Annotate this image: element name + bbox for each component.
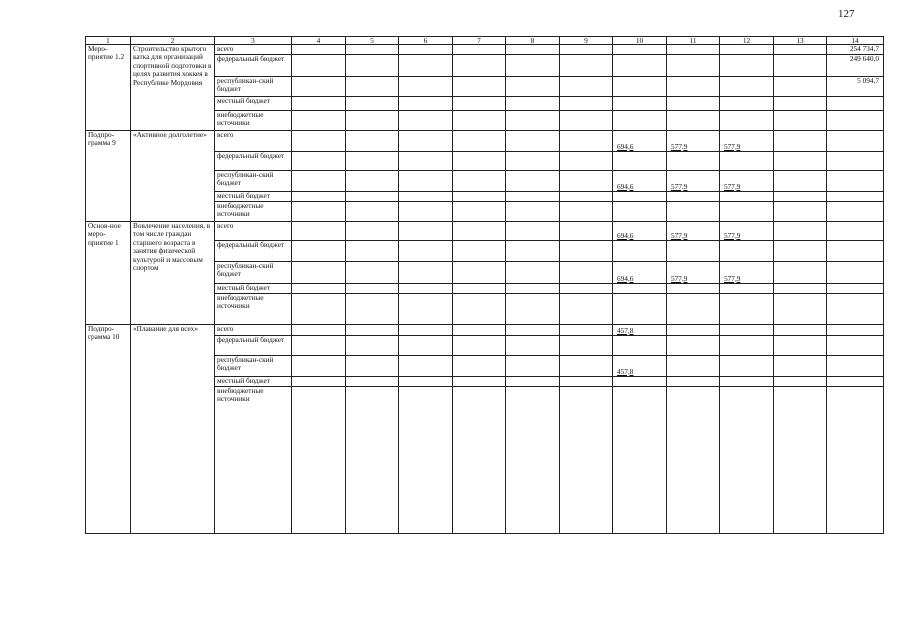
value-cell-col13 [774, 377, 827, 387]
value-cell-col6 [399, 152, 453, 171]
value-cell-col7 [453, 55, 506, 77]
value-cell-col12 [720, 294, 774, 325]
value-cell-col4 [292, 111, 346, 131]
header-cell: 14 [827, 37, 884, 45]
value-cell-col10 [613, 55, 667, 77]
value-cell-col9 [560, 192, 613, 202]
value-cell-col10: 694,6 [613, 262, 667, 284]
value-cell-col14 [827, 171, 884, 192]
value-cell-col9 [560, 336, 613, 356]
header-cell: 9 [560, 37, 613, 45]
value-cell-col13 [774, 55, 827, 77]
value-cell-col14: 5 094,7 [827, 77, 884, 97]
value-cell-col9 [560, 55, 613, 77]
value-cell-col11 [667, 294, 720, 325]
value-cell-col8 [506, 336, 560, 356]
value-cell-col4 [292, 377, 346, 387]
value-cell-col10 [613, 202, 667, 222]
value-cell-col14 [827, 192, 884, 202]
value-cell-col5 [346, 192, 399, 202]
value-cell-col12 [720, 192, 774, 202]
value-cell-col11 [667, 336, 720, 356]
funding-source: всего [215, 45, 292, 55]
value-cell-col5 [346, 111, 399, 131]
value-cell-col10 [613, 377, 667, 387]
value-cell-col10 [613, 387, 667, 534]
value-cell-col12 [720, 77, 774, 97]
value-cell-col13 [774, 336, 827, 356]
value-cell-col4 [292, 77, 346, 97]
value-cell-col12 [720, 377, 774, 387]
value-cell-col5 [346, 325, 399, 336]
funding-source: внебюджетные источники [215, 387, 292, 534]
table-row [86, 131, 884, 152]
header-cell: 6 [399, 37, 453, 45]
value-cell-col7 [453, 262, 506, 284]
value-cell-col4 [292, 325, 346, 336]
value-cell-col10: 457,8 [613, 356, 667, 377]
value-cell-col8 [506, 111, 560, 131]
value-cell-col10: 694,6 [613, 222, 667, 241]
value-cell-col10: 694,6 [613, 171, 667, 192]
value-cell-col9 [560, 294, 613, 325]
value-cell-col7 [453, 131, 506, 152]
value-cell-col6 [399, 284, 453, 294]
value-cell-col11 [667, 356, 720, 377]
value-cell-col12: 577,9 [720, 131, 774, 152]
value-cell-col10 [613, 111, 667, 131]
value-cell-col14 [827, 284, 884, 294]
value-cell-col13 [774, 222, 827, 241]
value-cell-col12 [720, 97, 774, 111]
value-cell-col7 [453, 377, 506, 387]
value-cell-col5 [346, 294, 399, 325]
value-cell-col5 [346, 222, 399, 241]
value-cell-col13 [774, 387, 827, 534]
funding-source: республикан-ский бюджет [215, 171, 292, 192]
value-cell-col14 [827, 336, 884, 356]
value-cell-col13 [774, 152, 827, 171]
table-row [86, 45, 884, 55]
value-cell-col7 [453, 45, 506, 55]
value-cell-col6 [399, 131, 453, 152]
value-cell-col7 [453, 284, 506, 294]
header-cell: 2 [131, 37, 215, 45]
value-cell-col9 [560, 262, 613, 284]
page-number: 127 [838, 8, 855, 20]
value-cell-col8 [506, 387, 560, 534]
value-cell-col9 [560, 97, 613, 111]
value-cell-col12 [720, 325, 774, 336]
value-cell-col7 [453, 241, 506, 262]
value-cell-col4 [292, 131, 346, 152]
value-cell-col4 [292, 171, 346, 192]
value-cell-col6 [399, 222, 453, 241]
value-cell-col6 [399, 55, 453, 77]
value-cell-col5 [346, 387, 399, 534]
header-cell: 13 [774, 37, 827, 45]
value-cell-col14 [827, 202, 884, 222]
value-cell-col5 [346, 262, 399, 284]
funding-source: федеральный бюджет [215, 241, 292, 262]
value-cell-col14 [827, 356, 884, 377]
value-cell-col11: 577,9 [667, 131, 720, 152]
value-cell-col7 [453, 171, 506, 192]
value-cell-col6 [399, 377, 453, 387]
value-cell-col9 [560, 222, 613, 241]
value-cell-col6 [399, 192, 453, 202]
value-cell-col7 [453, 356, 506, 377]
value-cell-col12: 577,9 [720, 222, 774, 241]
value-cell-col5 [346, 45, 399, 55]
value-cell-col9 [560, 356, 613, 377]
value-cell-col6 [399, 77, 453, 97]
value-cell-col12 [720, 356, 774, 377]
header-row [86, 37, 884, 45]
value-cell-col11: 577,9 [667, 222, 720, 241]
value-cell-col6 [399, 325, 453, 336]
value-cell-col14 [827, 241, 884, 262]
value-cell-col7 [453, 294, 506, 325]
value-cell-col7 [453, 192, 506, 202]
value-cell-col10 [613, 77, 667, 97]
value-cell-col5 [346, 97, 399, 111]
value-cell-col11 [667, 284, 720, 294]
funding-source: внебюджетные источники [215, 111, 292, 131]
value-cell-col13 [774, 77, 827, 97]
value-cell-col10 [613, 192, 667, 202]
value-cell-col11 [667, 152, 720, 171]
value-cell-col10 [613, 241, 667, 262]
value-cell-col12 [720, 241, 774, 262]
value-cell-col14 [827, 325, 884, 336]
header-cell: 7 [453, 37, 506, 45]
budget-table [85, 36, 884, 534]
funding-source: внебюджетные источники [215, 202, 292, 222]
funding-source: федеральный бюджет [215, 336, 292, 356]
value-cell-col12 [720, 284, 774, 294]
value-cell-col4 [292, 336, 346, 356]
value-cell-col13 [774, 262, 827, 284]
value-cell-col9 [560, 45, 613, 55]
value-cell-col4 [292, 387, 346, 534]
value-cell-col4 [292, 222, 346, 241]
value-cell-col14 [827, 377, 884, 387]
value-cell-col11 [667, 97, 720, 111]
value-cell-col9 [560, 111, 613, 131]
value-cell-col8 [506, 97, 560, 111]
value-cell-col8 [506, 262, 560, 284]
item-id: Подпро-грамма 9 [86, 131, 131, 222]
header-cell: 8 [506, 37, 560, 45]
value-cell-col6 [399, 111, 453, 131]
funding-source: всего [215, 222, 292, 241]
value-cell-col9 [560, 284, 613, 294]
value-cell-col5 [346, 336, 399, 356]
value-cell-col9 [560, 152, 613, 171]
value-cell-col8 [506, 241, 560, 262]
value-cell-col7 [453, 111, 506, 131]
funding-source: республикан-ский бюджет [215, 262, 292, 284]
value-cell-col7 [453, 325, 506, 336]
value-cell-col7 [453, 202, 506, 222]
value-cell-col7 [453, 152, 506, 171]
value-cell-col11 [667, 387, 720, 534]
funding-source: республикан-ский бюджет [215, 77, 292, 97]
value-cell-col14 [827, 131, 884, 152]
item-name: Вовлечение населения, в том числе граждан старшего возраста в занятия физической культурой и массовым спортом [131, 222, 215, 325]
value-cell-col13 [774, 131, 827, 152]
value-cell-col7 [453, 222, 506, 241]
value-cell-col5 [346, 202, 399, 222]
value-cell-col9 [560, 241, 613, 262]
value-cell-col11 [667, 192, 720, 202]
value-cell-col6 [399, 202, 453, 222]
value-cell-col4 [292, 152, 346, 171]
value-cell-col12 [720, 45, 774, 55]
value-cell-col13 [774, 111, 827, 131]
value-cell-col8 [506, 192, 560, 202]
value-cell-col4 [292, 284, 346, 294]
value-cell-col13 [774, 241, 827, 262]
value-cell-col13 [774, 45, 827, 55]
funding-source: местный бюджет [215, 192, 292, 202]
value-cell-col14: 249 640,0 [827, 55, 884, 77]
value-cell-col12 [720, 202, 774, 222]
value-cell-col4 [292, 55, 346, 77]
item-id: Основ-ное меро-приятие 1 [86, 222, 131, 325]
value-cell-col9 [560, 77, 613, 97]
value-cell-col12 [720, 111, 774, 131]
value-cell-col12 [720, 387, 774, 534]
value-cell-col11 [667, 202, 720, 222]
funding-source: местный бюджет [215, 284, 292, 294]
value-cell-col6 [399, 356, 453, 377]
value-cell-col8 [506, 171, 560, 192]
value-cell-col6 [399, 45, 453, 55]
value-cell-col8 [506, 45, 560, 55]
value-cell-col13 [774, 192, 827, 202]
value-cell-col5 [346, 241, 399, 262]
value-cell-col5 [346, 377, 399, 387]
value-cell-col8 [506, 152, 560, 171]
value-cell-col8 [506, 222, 560, 241]
funding-source: всего [215, 325, 292, 336]
funding-source: местный бюджет [215, 97, 292, 111]
value-cell-col7 [453, 97, 506, 111]
value-cell-col6 [399, 294, 453, 325]
value-cell-col11 [667, 377, 720, 387]
funding-source: федеральный бюджет [215, 152, 292, 171]
value-cell-col9 [560, 131, 613, 152]
value-cell-col5 [346, 77, 399, 97]
value-cell-col4 [292, 294, 346, 325]
value-cell-col8 [506, 55, 560, 77]
value-cell-col7 [453, 336, 506, 356]
value-cell-col5 [346, 171, 399, 192]
value-cell-col11 [667, 111, 720, 131]
value-cell-col4 [292, 241, 346, 262]
value-cell-col4 [292, 202, 346, 222]
value-cell-col5 [346, 152, 399, 171]
value-cell-col14 [827, 262, 884, 284]
value-cell-col13 [774, 356, 827, 377]
funding-source: федеральный бюджет [215, 55, 292, 77]
value-cell-col14 [827, 222, 884, 241]
header-cell: 3 [215, 37, 292, 45]
value-cell-col13 [774, 171, 827, 192]
value-cell-col4 [292, 192, 346, 202]
value-cell-col8 [506, 325, 560, 336]
header-cell: 4 [292, 37, 346, 45]
value-cell-col9 [560, 387, 613, 534]
value-cell-col6 [399, 171, 453, 192]
value-cell-col11 [667, 77, 720, 97]
value-cell-col6 [399, 97, 453, 111]
value-cell-col4 [292, 97, 346, 111]
value-cell-col14 [827, 152, 884, 171]
value-cell-col11 [667, 45, 720, 55]
header-cell: 12 [720, 37, 774, 45]
value-cell-col6 [399, 262, 453, 284]
value-cell-col8 [506, 284, 560, 294]
value-cell-col5 [346, 55, 399, 77]
value-cell-col11: 577,9 [667, 262, 720, 284]
value-cell-col10 [613, 97, 667, 111]
value-cell-col6 [399, 241, 453, 262]
value-cell-col5 [346, 356, 399, 377]
value-cell-col14 [827, 97, 884, 111]
value-cell-col9 [560, 171, 613, 192]
value-cell-col14 [827, 387, 884, 534]
value-cell-col5 [346, 284, 399, 294]
value-cell-col12 [720, 55, 774, 77]
value-cell-col13 [774, 97, 827, 111]
item-name: Строительство крытого катка для организаций спортивной подготовки в целях развития хоккея в Республике Мордовия [131, 45, 215, 131]
item-name: «Активное долголетие» [131, 131, 215, 222]
funding-source: местный бюджет [215, 377, 292, 387]
value-cell-col10 [613, 294, 667, 325]
value-cell-col13 [774, 325, 827, 336]
value-cell-col6 [399, 387, 453, 534]
funding-source: внебюджетные источники [215, 294, 292, 325]
funding-source: республикан-ский бюджет [215, 356, 292, 377]
value-cell-col12 [720, 152, 774, 171]
value-cell-col11: 577,9 [667, 171, 720, 192]
item-name: «Плавание для всех» [131, 325, 215, 534]
value-cell-col8 [506, 377, 560, 387]
value-cell-col11 [667, 55, 720, 77]
header-cell: 10 [613, 37, 667, 45]
value-cell-col14 [827, 294, 884, 325]
value-cell-col9 [560, 202, 613, 222]
value-cell-col14: 254 734,7 [827, 45, 884, 55]
value-cell-col4 [292, 262, 346, 284]
value-cell-col8 [506, 356, 560, 377]
value-cell-col13 [774, 294, 827, 325]
value-cell-col10 [613, 152, 667, 171]
value-cell-col9 [560, 377, 613, 387]
value-cell-col10: 457,8 [613, 325, 667, 336]
value-cell-col12 [720, 336, 774, 356]
item-id: Меро-приятие 1.2 [86, 45, 131, 131]
value-cell-col7 [453, 77, 506, 97]
header-cell: 11 [667, 37, 720, 45]
table-row [86, 325, 884, 336]
value-cell-col13 [774, 284, 827, 294]
value-cell-col10: 694,6 [613, 131, 667, 152]
value-cell-col4 [292, 45, 346, 55]
value-cell-col10 [613, 336, 667, 356]
header-cell: 1 [86, 37, 131, 45]
item-id: Подпро-грамма 10 [86, 325, 131, 534]
value-cell-col10 [613, 284, 667, 294]
header-cell: 5 [346, 37, 399, 45]
value-cell-col8 [506, 131, 560, 152]
value-cell-col4 [292, 356, 346, 377]
value-cell-col5 [346, 131, 399, 152]
value-cell-col12: 577,9 [720, 262, 774, 284]
value-cell-col12: 577,9 [720, 171, 774, 192]
value-cell-col8 [506, 294, 560, 325]
value-cell-col13 [774, 202, 827, 222]
value-cell-col11 [667, 241, 720, 262]
value-cell-col7 [453, 387, 506, 534]
value-cell-col14 [827, 111, 884, 131]
value-cell-col6 [399, 336, 453, 356]
value-cell-col8 [506, 77, 560, 97]
value-cell-col8 [506, 202, 560, 222]
table-row [86, 222, 884, 241]
value-cell-col11 [667, 325, 720, 336]
value-cell-col9 [560, 325, 613, 336]
value-cell-col10 [613, 45, 667, 55]
funding-source: всего [215, 131, 292, 152]
